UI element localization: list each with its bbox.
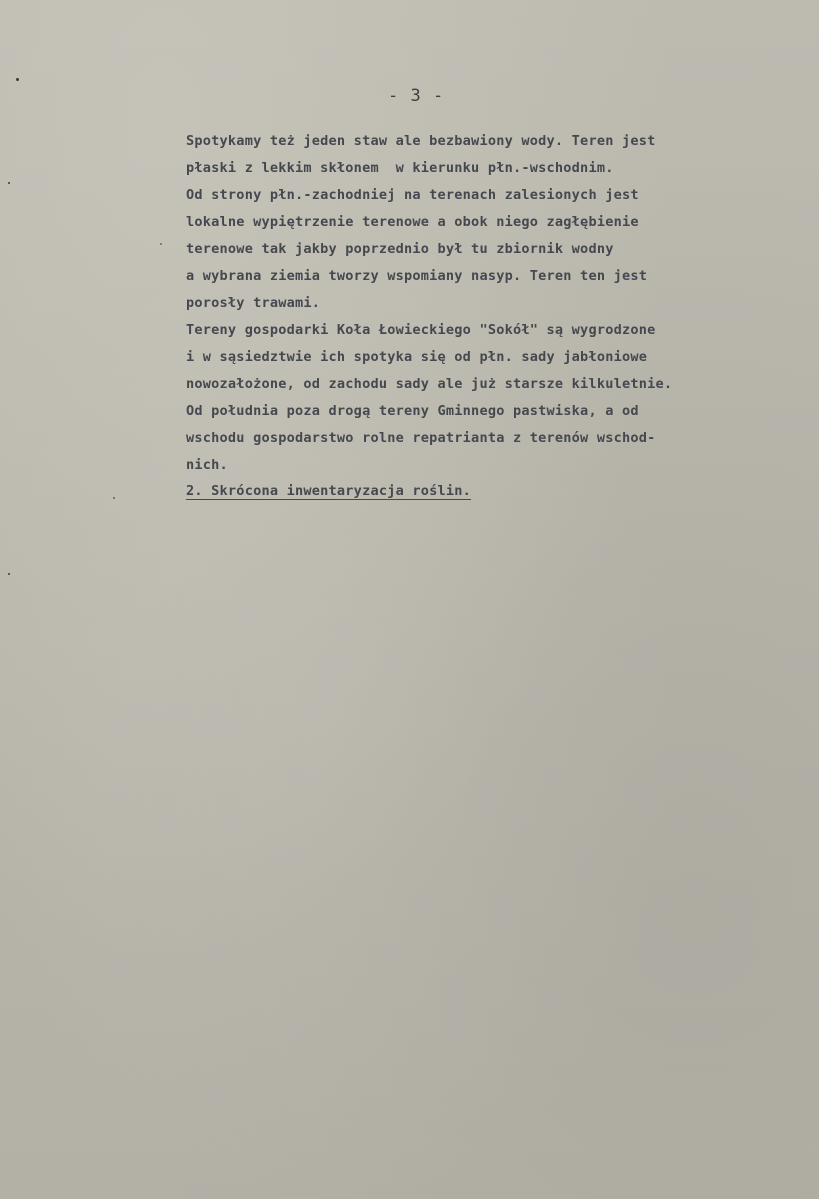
- ink-speck: [8, 182, 10, 184]
- text-line: nowozałożone, od zachodu sady ale już starsze kilkuletnie.: [186, 376, 673, 392]
- text-line: Tereny gospodarki Koła Łowieckiego "Sokół" są wygrodzone: [186, 322, 656, 338]
- ink-speck: [16, 78, 19, 81]
- text-line: płaski z lekkim skłonem w kierunku płn.-wschodnim.: [186, 160, 614, 176]
- text-line: i w sąsiedztwie ich spotyka się od płn. sady jabłoniowe: [186, 349, 648, 365]
- text-line: wschodu gospodarstwo rolne repatrianta z terenów wschod-: [186, 430, 656, 446]
- text-line: terenowe tak jakby poprzednio był tu zbiornik wodny: [186, 241, 614, 257]
- text-line: lokalne wypiętrzenie terenowe a obok niego zagłębienie: [186, 214, 639, 230]
- ink-speck: [113, 497, 115, 499]
- page-number: - 3 -: [388, 86, 445, 106]
- text-line: nich.: [186, 457, 228, 473]
- text-line: Od południa poza drogą tereny Gminnego pastwiska, a od: [186, 403, 639, 419]
- text-line: Spotykamy też jeden staw ale bezbawiony wody. Teren jest: [186, 133, 656, 149]
- text-line: porosły trawami.: [186, 295, 321, 311]
- body-paragraphs: [186, 128, 672, 479]
- ink-speck: [8, 573, 10, 575]
- ink-speck: [160, 243, 162, 245]
- text-line: a wybrana ziemia tworzy wspomiany nasyp. Teren ten jest: [186, 268, 648, 284]
- text-line: Od strony płn.-zachodniej na terenach zalesionych jest: [186, 187, 639, 203]
- section-heading: 2. Skrócona inwentaryzacja roślin.: [186, 483, 472, 499]
